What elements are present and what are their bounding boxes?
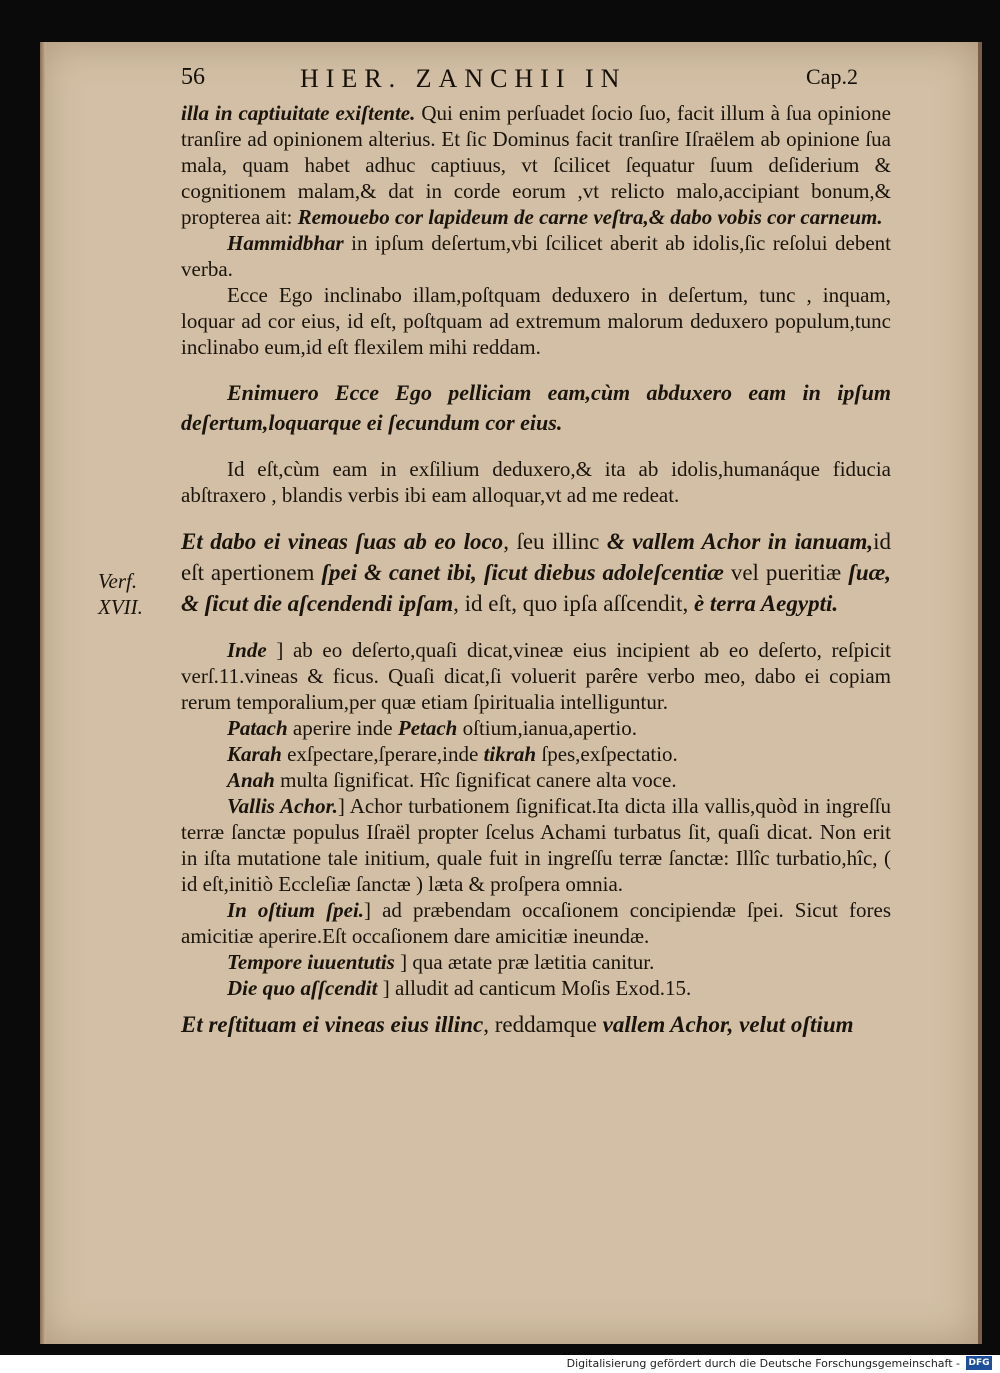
paragraph-15 [181,1009,891,1040]
text-run: ] ad præbendam occaſionem concipiendæ ſpei. Sicut fores amicitiæ aperire.Eſt occaſionem dare amicitiæ ineundæ. [181,898,891,948]
text-run: vel pueritiæ [723,560,849,585]
italic-phrase: vallem Achor, velut oſtium [602,1012,854,1037]
italic-phrase: Et dabo ei vineas ſuas ab eo loco [181,529,504,554]
paragraph-9 [181,741,891,767]
paragraph-14 [181,975,891,1001]
hebrew-term: Petach [397,716,458,740]
italic-phrase: ſpei & canet ibi, ſicut diebus adoleſcentiæ [321,560,724,585]
lemma: Inde [227,638,267,662]
text-run: , id eſt, quo ipſa aſſcendit, [453,591,694,616]
italic-phrase: Remouebo cor lapideum de carne veſtra,& dabo vobis cor carneum. [297,205,883,229]
verse-label: Verf. [98,569,138,593]
spacer [181,438,891,456]
italic-phrase: ſuæ, & ſicut die aſcendendi ipſam [181,560,891,616]
text-run: ] alludit ad canticum Moſis Exod.15. [377,976,692,1000]
paragraph-13 [181,949,891,975]
italic-phrase: è terra Aegypti. [693,591,839,616]
italic-phrase: illa in captiuitate exiſtente. [181,101,416,125]
lemma: Tempore iuuentutis [227,950,395,974]
verse-text [181,526,891,619]
text-run: ] qua ætate præ lætitia canitur. [394,950,655,974]
text-run: Qui enim perſuadet ſocio ſuo, facit illum à ſua opinione tranſire ad opinionem alterius. Et ſic Dominus facit tranſire Iſraëlem ab opinione ſua mala, quam habet adhuc captiuus, vt ſcilicet ſequatur ſuum deſiderium & cognitionem malam,& dat in corde eorum ,vt relicto malo,accipiant bonum,& propterea ait: [181,101,891,229]
paragraph-5: Id eſt,cùm eam in exſilium deduxero,& ita ab idolis,humanáque fiducia abſtraxero , blandis verbis ibi eam alloquar,vt ad me redeat. [181,457,891,507]
hebrew-term: Anah [227,768,275,792]
paragraph-11 [181,793,891,897]
paragraph-10 [181,767,891,793]
verse-number: XVII. [98,595,143,619]
italic-phrase: Et reſtituam ei vineas eius illinc [181,1012,484,1037]
lemma: In oſtium ſpei. [227,898,365,922]
hebrew-term: Patach [227,716,288,740]
text-run: , ſeu illinc [503,529,607,554]
running-title: HIER. ZANCHII IN [300,64,627,93]
chapter-label: Cap.2 [806,64,858,89]
lemma: Vallis Achor. [227,794,338,818]
paragraph-2 [181,230,891,282]
lemma: Die quo aſſcendit [227,976,378,1000]
text-run: ſpes,exſpectatio. [536,742,678,766]
text-run: in ipſum deſertum,vbi ſcilicet aberit ab idolis,ſic reſolui debent verba. [181,231,891,281]
text-run: id eſt apertionem [181,529,891,585]
hebrew-term: tikrah [483,742,537,766]
hebrew-term: Hammidbhar [227,231,344,255]
running-header [0,64,1000,94]
dfg-logo: DFG [966,1356,992,1370]
paragraph-8 [181,715,891,741]
paragraph-1 [181,100,891,230]
digitization-credit: Digitalisierung gefördert durch die Deutsche Forschungsgemeinschaft - [0,1355,1000,1373]
spacer [181,508,891,526]
paragraph-4-quote: Enimuero Ecce Ego pelliciam eam,cùm abduxero eam in ipſum deſertum,loquarque ei ſecundum cor eius. [181,380,891,435]
spacer [181,619,891,637]
spacer [181,1001,891,1009]
paragraph-7 [181,637,891,715]
page-edge [40,42,46,1344]
text-run: ] Achor turbationem ſignificat.Ita dicta illa vallis,quòd in ingreſſu terræ ſanctæ populus Iſraël propter ſcelus Achami turbatus ſit, quaſi dicat. Non erit in iſta mutatione tale initium, quale fuit in ingreſſu terræ ſanctæ: Illîc turbatio,hîc, ( id eſt,initiò Eccleſiæ ſanctæ ) læta & proſpera omnia. [181,794,891,896]
text-run: , reddamque [483,1012,603,1037]
text-run: aperire inde [287,716,398,740]
margin-note [98,568,168,620]
paragraph-12 [181,897,891,949]
italic-phrase: & vallem Achor in ianuam, [606,529,874,554]
main-text [181,100,891,1040]
text-run: oſtium,ianua,apertio. [457,716,637,740]
paragraph-3: Ecce Ego inclinabo illam,poſtquam deduxero in deſertum, tunc , inquam, loquar ad cor eius, id eſt, poſtquam ad extremum malorum deduxero populum,tunc inclinabo eum,id eſt flexilem mihi reddam. [181,283,891,359]
spacer [181,360,891,378]
text-run: exſpectare,ſperare,inde [281,742,484,766]
hebrew-term: Karah [227,742,282,766]
text-run: multa ſignificat. Hîc ſignificat canere alta voce. [274,768,677,792]
page-number: 56 [181,64,205,90]
text-run: ] ab eo deſerto,quaſi dicat,vineæ eius incipient ab eo deſerto, reſpicit verſ.11.vineas & ficus. Quaſi dicat,ſi voluerit parêre verbo meo, dabo ei copiam rerum temporalium,per quæ etiam ſpiritualia intelliguntur. [181,638,891,714]
